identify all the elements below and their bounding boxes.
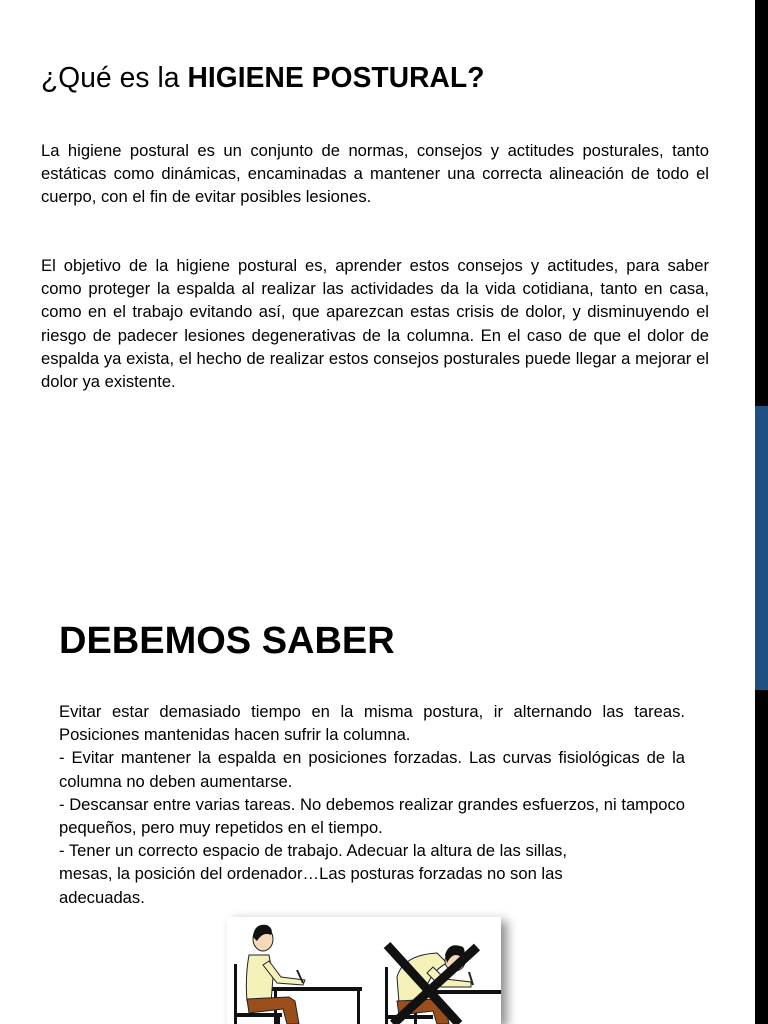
- page-title: [41, 58, 485, 98]
- correct-posture-figure: [234, 925, 362, 1024]
- advice-list: [59, 700, 685, 909]
- title-emphasis: HIGIENE POSTURAL?: [187, 62, 485, 94]
- definition-paragraph: La higiene postural es un conjunto de normas, consejos y actitudes posturales, tanto estáticas como dinámicas, encaminadas a mantener una correcta alineación de todo el cuerpo, con el fin de evitar posibles lesiones.: [41, 141, 709, 207]
- advice-item: - Descansar entre varias tareas. No debemos realizar grandes esfuerzos, ni tampoco pequeños, pero muy repetidos en el tiempo.: [59, 794, 685, 838]
- section-heading: DEBEMOS SABER: [59, 620, 395, 662]
- advice-item: - Tener un correcto espacio de trabajo. Adecuar la altura de las sillas, mesas, la posición del ordenador…Las posturas forzadas no son las adecuadas.: [59, 841, 567, 907]
- advice-item: - Evitar mantener la espalda en posiciones forzadas. Las curvas fisiológicas de la columna no deben aumentarse.: [59, 748, 685, 791]
- posture-drawing: [227, 917, 501, 1024]
- advice-item: Evitar estar demasiado tiempo en la misma postura, ir alternando las tareas. Posiciones mantenidas hacen sufrir la columna.: [59, 702, 685, 745]
- title-prefix: ¿Qué es la: [41, 62, 188, 94]
- right-edge-accent: [755, 406, 768, 690]
- objective-paragraph: El objetivo de la higiene postural es, aprender estos consejos y actitudes, para saber como proteger la espalda al realizar las actividades da la vida cotidiana, tanto en casa, como en el trabajo evitando así, que aparezcan estas crisis de dolor, y disminuyendo el riesgo de padecer lesiones degenerativas de la columna. En el caso de que el dolor de espalda ya exista, el hecho de realizar estos consejos posturales puede llegar a mejorar el dolor ya existente.: [41, 256, 709, 392]
- posture-illustration: [227, 917, 501, 1024]
